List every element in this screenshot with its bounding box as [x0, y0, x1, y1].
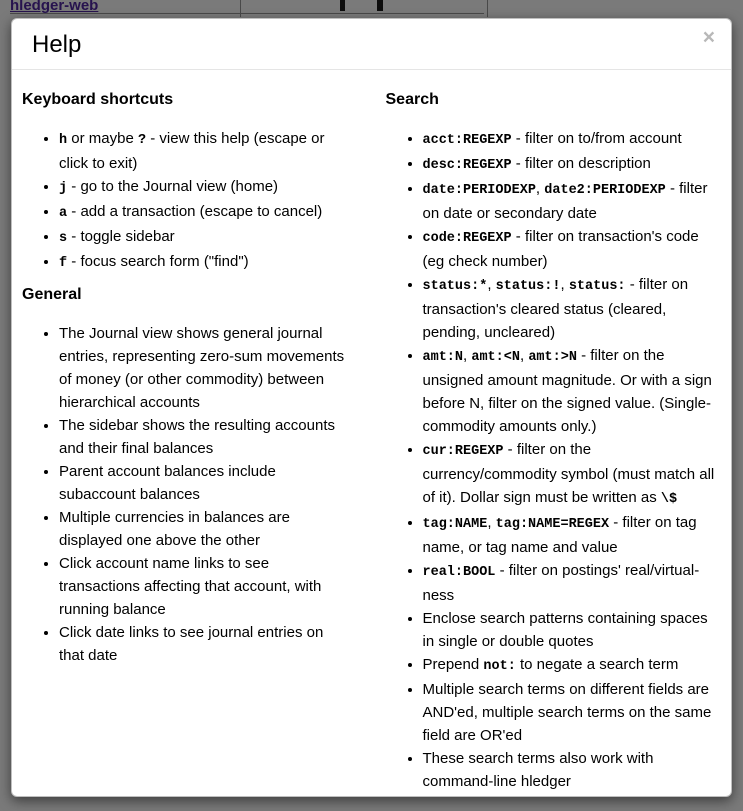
code-term: not:	[483, 659, 516, 674]
list-item: • Enclose search patterns containing spaces in single or double quotes	[423, 607, 722, 653]
list-item: • j - go to the Journal view (home)	[59, 175, 352, 200]
list-item: • date:PERIODEXP, date2:PERIODEXP - filter on date or secondary date	[423, 177, 722, 225]
search-terms-list	[386, 127, 722, 793]
code-term: date:PERIODEXP	[422, 183, 536, 198]
code-term: ?	[137, 133, 147, 148]
modal-body	[12, 70, 731, 797]
list-item: • desc:REGEXP - filter on description	[423, 152, 722, 177]
list-item: • acct:REGEXP - filter on to/from account	[423, 127, 722, 152]
code-term: f	[59, 256, 68, 271]
list-item: • The Journal view shows general journal entries, representing zero-sum movements of money (or other commodity) between hierarchical accounts	[59, 322, 352, 414]
code-term: h	[59, 133, 68, 148]
list-item: • tag:NAME, tag:NAME=REGEX - filter on tag name, or tag name and value	[423, 511, 722, 559]
code-term: amt:<N	[471, 350, 520, 365]
modal-header	[12, 19, 731, 70]
code-term: status:!	[495, 279, 561, 294]
code-term: j	[59, 181, 68, 196]
list-item: • Click account name links to see transactions affecting that account, with running balance	[59, 552, 352, 621]
right-column	[372, 80, 722, 797]
left-column	[22, 80, 372, 677]
section-heading-keyboard-shortcuts: Keyboard shortcuts	[22, 91, 174, 108]
code-term: real:BOOL	[422, 565, 496, 580]
code-term: status:*	[422, 279, 488, 294]
list-item: • Multiple search terms on different fields are AND'ed, multiple search terms on the same field are OR'ed	[423, 678, 722, 747]
code-term: tag:NAME=REGEX	[495, 517, 610, 532]
code-term: tag:NAME	[422, 517, 488, 532]
code-term: date2:PERIODEXP	[544, 183, 666, 198]
code-term: \$	[660, 492, 678, 507]
code-term: amt:N	[422, 350, 464, 365]
code-term: code:REGEXP	[422, 231, 512, 246]
keyboard-shortcuts-list	[22, 127, 352, 275]
code-term: desc:REGEXP	[422, 158, 512, 173]
list-item: • a - add a transaction (escape to cancel)	[59, 200, 352, 225]
list-item: • Prepend not: to negate a search term	[423, 653, 722, 678]
list-item: • h or maybe ? - view this help (escape or click to exit)	[59, 127, 352, 175]
code-term: a	[59, 206, 68, 221]
list-item: • Multiple currencies in balances are displayed one above the other	[59, 506, 352, 552]
list-item: • s - toggle sidebar	[59, 225, 352, 250]
section-heading-search: Search	[385, 91, 439, 108]
section-heading-general: General	[22, 286, 82, 303]
close-icon[interactable]: ×	[702, 26, 715, 49]
list-item: • Parent account balances include subaccount balances	[59, 460, 352, 506]
list-item: • status:*, status:!, status: - filter on transaction's cleared status (cleared, pending, uncleared)	[423, 273, 722, 344]
help-modal	[11, 18, 732, 797]
list-item: • The sidebar shows the resulting accounts and their final balances	[59, 414, 352, 460]
list-item: • f - focus search form ("find")	[59, 250, 352, 275]
list-item: • real:BOOL - filter on postings' real/virtual-ness	[423, 559, 722, 607]
code-term: status:	[568, 279, 626, 294]
list-item: • cur:REGEXP - filter on the currency/commodity symbol (must match all of it). Dollar sign must be written as \$	[423, 438, 722, 511]
code-term: amt:>N	[528, 350, 577, 365]
list-item: • These search terms also work with command-line hledger	[423, 747, 722, 793]
list-item: • Click date links to see journal entries on that date	[59, 621, 352, 667]
code-term: s	[59, 231, 68, 246]
code-term: acct:REGEXP	[422, 133, 512, 148]
list-item: • amt:N, amt:<N, amt:>N - filter on the unsigned amount magnitude. Or with a sign before N, filter on the signed value. (Single-commodity amounts only.)	[423, 344, 722, 438]
code-term: cur:REGEXP	[422, 444, 504, 459]
modal-title: Help	[32, 31, 82, 58]
general-list	[22, 322, 352, 667]
list-item: • code:REGEXP - filter on transaction's code (eg check number)	[423, 225, 722, 273]
